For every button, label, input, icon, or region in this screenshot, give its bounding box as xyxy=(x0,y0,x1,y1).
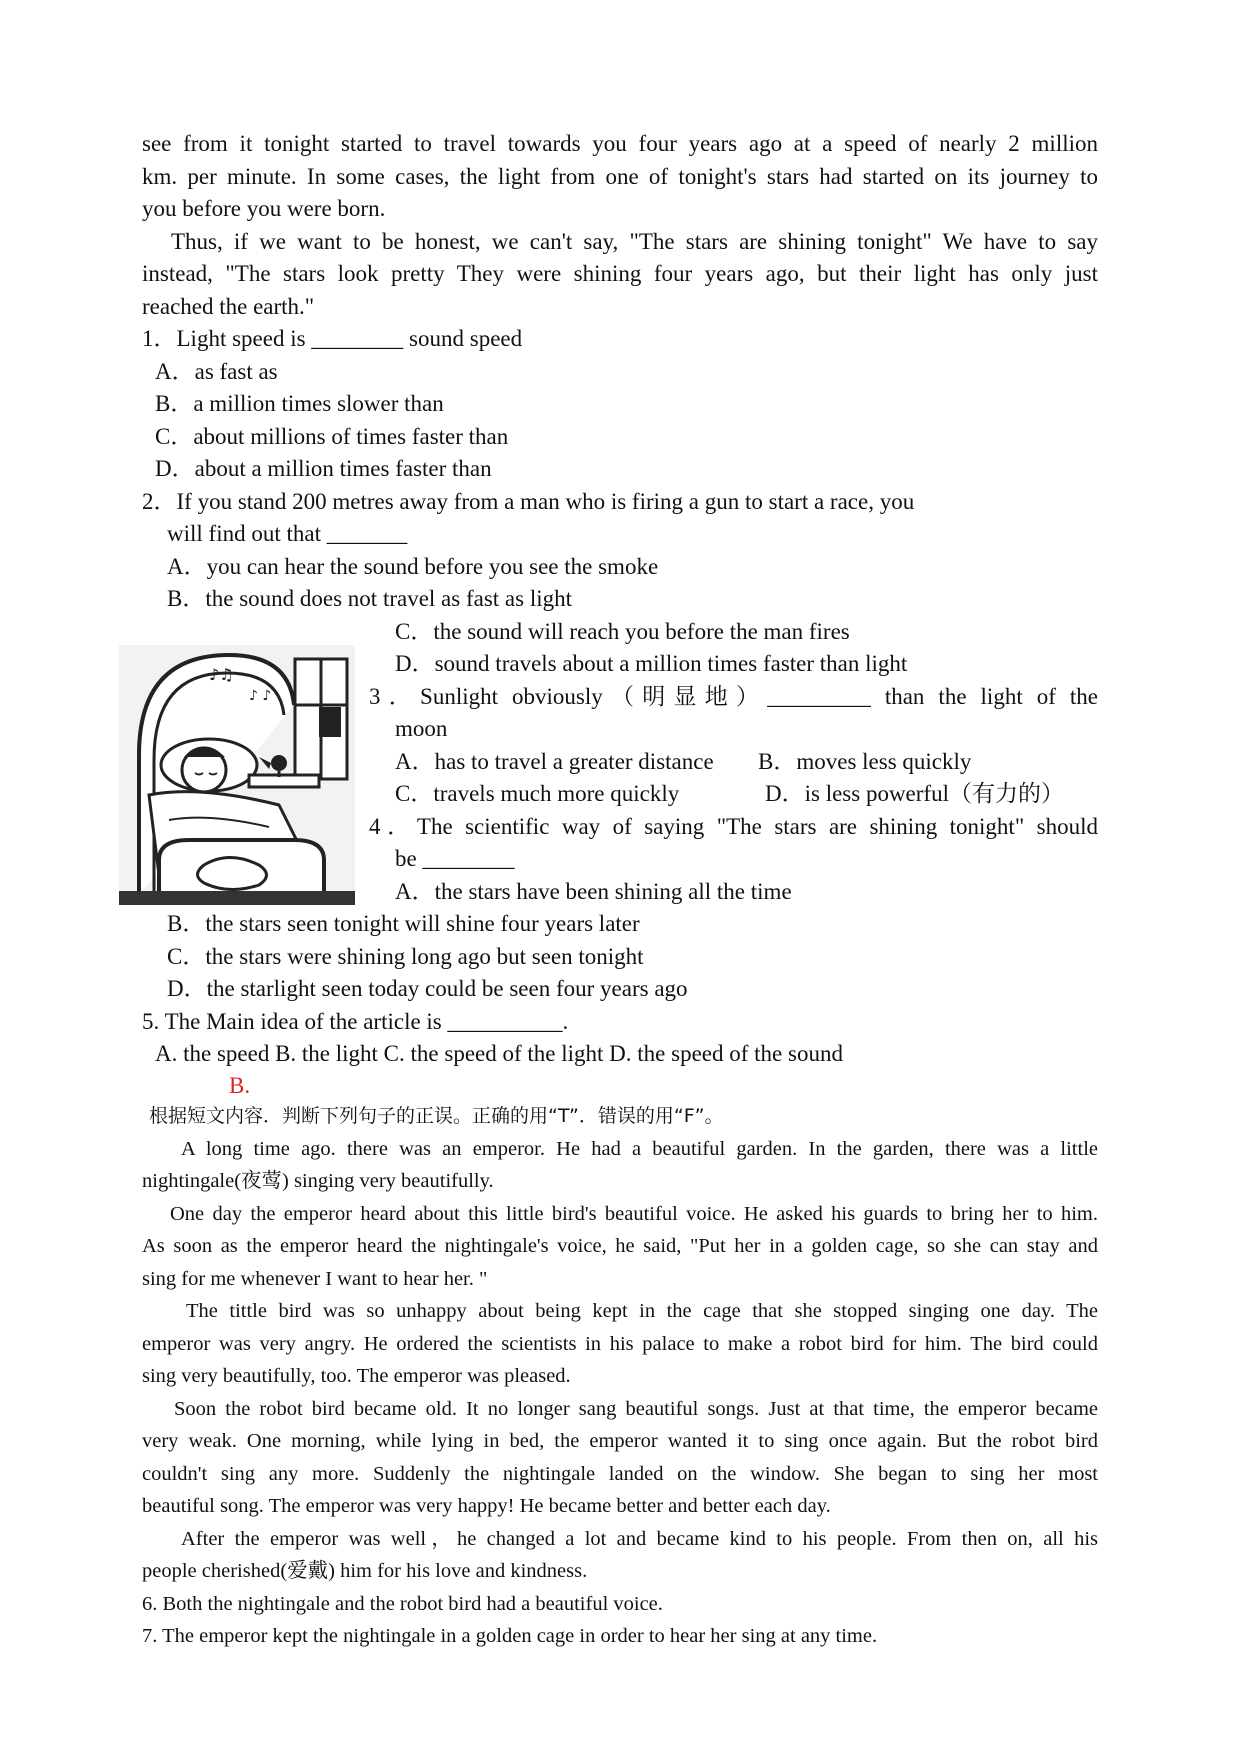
statement-6: 6. Both the nightingale and the robot bird had a beautiful voice. xyxy=(142,1593,663,1615)
passage2-line: The tittle bird was so unhappy about being kept in the cage that she stopped singing one day. The xyxy=(186,1300,1098,1322)
passage1-line: instead, "The stars look pretty They were shining four years ago, but their light has only just xyxy=(142,261,1098,286)
passage2-line: One day the emperor heard about this little bird's beautiful voice. He asked his guards to bring her to him. xyxy=(170,1203,1098,1225)
question-1-option-b: B．a million times slower than xyxy=(155,391,444,416)
passage1-line: km. per minute. In some cases, the light from one of tonight's stars had started on its journey to xyxy=(142,164,1098,189)
question-3-option-c: C．travels much more quickly xyxy=(395,781,680,806)
question-3-stem: 3．Sunlight obviously（明显地）_________ than the light of the xyxy=(369,684,1098,709)
passage2-line: emperor was very angry. He ordered the scientists in his palace to make a robot bird for him. The bird could xyxy=(142,1333,1098,1355)
question-3-option-d: D．is less powerful（有力的） xyxy=(765,781,1064,806)
passage1-line: reached the earth." xyxy=(142,294,315,319)
svg-text:♪ ♪: ♪ ♪ xyxy=(249,688,272,704)
question-4-stem: 4．The scientific way of saying "The stars are shining tonight" should xyxy=(369,814,1098,839)
section2-instruction: 根据短文内容．判断下列句子的正误。正确的用“T”．错误的用“F”。 xyxy=(149,1105,724,1127)
passage2-line: sing for me whenever I want to hear her. " xyxy=(142,1268,488,1290)
question-5-answer: B. xyxy=(229,1073,251,1098)
question-1-option-d: D．about a million times faster than xyxy=(155,456,492,481)
question-2-option-a: A．you can hear the sound before you see the smoke xyxy=(167,554,659,579)
question-1-option-a: A．as fast as xyxy=(155,359,278,384)
question-3-option-a: A．has to travel a greater distance xyxy=(395,749,714,774)
question-1-option-c: C．about millions of times faster than xyxy=(155,424,509,449)
passage2-line: couldn't sing any more. Suddenly the nightingale landed on the window. She began to sing her most xyxy=(142,1463,1098,1485)
question-5-options: A. the speed B. the light C. the speed of the light D. the speed of the sound xyxy=(155,1041,843,1066)
question-2-stem-cont: will find out that _______ xyxy=(167,521,408,546)
passage2-line: very weak. One morning, while lying in bed, the emperor wanted it to sing once again. But the robot bird xyxy=(142,1430,1098,1452)
passage1-line: you before you were born. xyxy=(142,196,386,221)
passage2-line: After the emperor was well，he changed a lot and became kind to his people. From then on, all his xyxy=(181,1528,1098,1550)
sleeping-man-illustration xyxy=(119,645,355,905)
passage2-line: nightingale(夜莺) singing very beautifully. xyxy=(142,1170,494,1192)
passage1-line: see from it tonight started to travel towards you four years ago at a speed of nearly 2 million xyxy=(142,131,1098,156)
question-4-option-c: C．the stars were shining long ago but seen tonight xyxy=(167,944,644,969)
question-4-option-b: B．the stars seen tonight will shine four years later xyxy=(167,911,640,936)
question-2-option-b: B．the sound does not travel as fast as light xyxy=(167,586,572,611)
question-4-option-a: A．the stars have been shining all the time xyxy=(395,879,792,904)
passage1-line: Thus, if we want to be honest, we can't say, "The stars are shining tonight" We have to say xyxy=(171,229,1098,254)
question-1-stem: 1．Light speed is ________ sound speed xyxy=(142,326,523,351)
passage2-line: people cherished(爱戴) him for his love and kindness. xyxy=(142,1560,588,1582)
question-4-stem-cont: be ________ xyxy=(395,846,515,871)
question-2-option-c: C．the sound will reach you before the man fires xyxy=(395,619,850,644)
passage2-line: A long time ago. there was an emperor. He had a beautiful garden. In the garden, there was a little xyxy=(181,1138,1098,1160)
statement-7: 7. The emperor kept the nightingale in a golden cage in order to hear her sing at any time. xyxy=(142,1625,878,1647)
question-3-option-b: B．moves less quickly xyxy=(758,749,972,774)
question-2-stem: 2．If you stand 200 metres away from a man who is firing a gun to start a race, you xyxy=(142,489,915,514)
passage2-line: As soon as the emperor heard the nightingale's voice, he said, "Put her in a golden cage, so she can stay and xyxy=(142,1235,1098,1257)
svg-text:♪♫: ♪♫ xyxy=(209,665,234,684)
question-4-option-d: D．the starlight seen today could be seen four years ago xyxy=(167,976,688,1001)
question-2-option-d: D．sound travels about a million times faster than light xyxy=(395,651,908,676)
passage2-line: Soon the robot bird became old. It no longer sang beautiful songs. Just at that time, the emperor became xyxy=(174,1398,1098,1420)
passage2-line: sing very beautifully, too. The emperor was pleased. xyxy=(142,1365,571,1387)
passage2-line: beautiful song. The emperor was very happy! He became better and better each day. xyxy=(142,1495,831,1517)
question-3-stem-cont: moon xyxy=(395,716,448,741)
question-5-stem: 5. The Main idea of the article is __________. xyxy=(142,1009,569,1034)
